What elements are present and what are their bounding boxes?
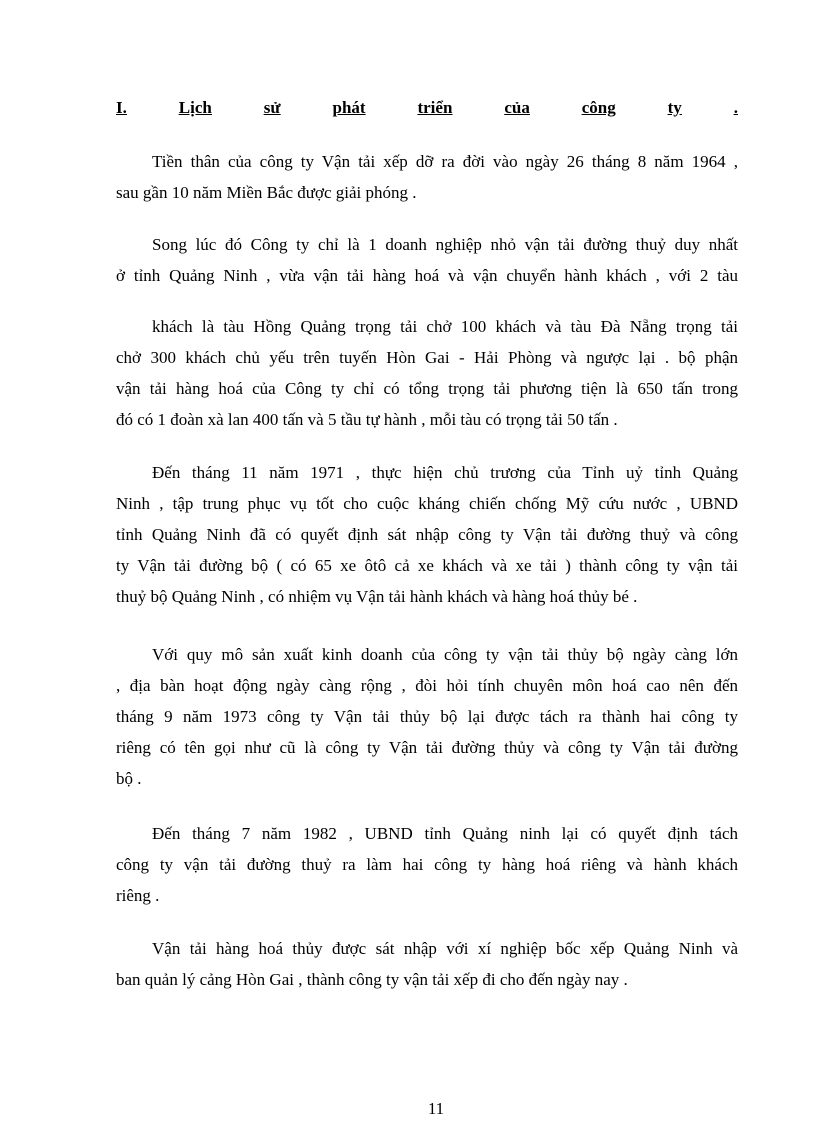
text-line: Song lúc đó Công ty chỉ là 1 doanh nghiệp nhỏ vận tải đường thuỷ duy nhất (152, 235, 738, 254)
paragraph-6 (116, 818, 738, 911)
text-line: sau gần 10 năm Miền Bắc được giải phóng . (116, 183, 417, 202)
text-line: ở tỉnh Quảng Ninh , vừa vận tải hàng hoá và vận chuyển hành khách , với 2 tàu (116, 266, 738, 285)
paragraph-7 (116, 933, 738, 995)
text-line: ty Vận tải đường bộ ( có 65 xe ôtô cả xe khách và xe tải ) thành công ty vận tải (116, 556, 738, 575)
text-line: khách là tàu Hồng Quảng trọng tải chở 100 khách và tàu Đà Nẵng trọng tải (152, 317, 738, 336)
text-line: tỉnh Quảng Ninh đã có quyết định sát nhập công ty Vận tải đường thuỷ và công (116, 525, 738, 544)
paragraph-4 (116, 457, 738, 612)
text-line: , địa bàn hoạt động ngày càng rộng , đòi hỏi tính chuyên môn hoá cao nên đến (116, 676, 738, 695)
text-line: Vận tải hàng hoá thủy được sát nhập với xí nghiệp bốc xếp Quảng Ninh và (152, 939, 738, 958)
paragraph-2 (116, 229, 738, 291)
page-number: 11 (427, 1099, 445, 1118)
text-line: bộ . (116, 769, 142, 788)
text-line: công ty vận tải đường thuỷ ra làm hai công ty hàng hoá riêng và hành khách (116, 855, 738, 874)
heading-word: Lịch (178, 98, 212, 117)
text-line: Ninh , tập trung phục vụ tốt cho cuộc kháng chiến chống Mỹ cứu nước , UBND (116, 494, 738, 513)
section-heading (116, 96, 738, 120)
text-line: chở 300 khách chủ yếu trên tuyến Hòn Gai - Hải Phòng và ngược lại . bộ phận (116, 348, 738, 367)
text-line: tháng 9 năm 1973 công ty Vận tải thủy bộ lại được tách ra thành hai công ty (116, 707, 738, 726)
paragraph-1 (116, 146, 738, 208)
text-line: thuỷ bộ Quảng Ninh , có nhiệm vụ Vận tải hành khách và hàng hoá thủy bé . (116, 587, 638, 606)
text-line: Tiền thân của công ty Vận tải xếp dỡ ra đời vào ngày 26 tháng 8 năm 1964 , (152, 152, 738, 171)
text-line: vận tải hàng hoá của Công ty chỉ có tổng trọng tải phương tiện là 650 tấn trong (116, 379, 738, 398)
heading-word: của (504, 98, 530, 117)
text-line: Với quy mô sản xuất kinh doanh của công ty vận tải thủy bộ ngày càng lớn (152, 645, 738, 664)
text-line: đó có 1 đoàn xà lan 400 tấn và 5 tầu tự hành , mỗi tàu có trọng tải 50 tấn . (116, 410, 618, 429)
heading-word: triển (417, 98, 453, 117)
heading-word: sử (263, 98, 281, 117)
text-line: Đến tháng 7 năm 1982 , UBND tỉnh Quảng ninh lại có quyết định tách (152, 824, 738, 843)
text-line: ban quản lý cảng Hòn Gai , thành công ty vận tải xếp đi cho đến ngày nay . (116, 970, 628, 989)
heading-word: . (733, 98, 738, 117)
heading-word: I. (116, 98, 127, 117)
heading-word: công (581, 98, 616, 117)
text-line: riêng . (116, 886, 160, 905)
paragraph-5 (116, 639, 738, 794)
heading-word: ty (667, 98, 682, 117)
text-line: Đến tháng 11 năm 1971 , thực hiện chủ trương của Tỉnh uỷ tỉnh Quảng (152, 463, 738, 482)
heading-word: phát (332, 98, 366, 117)
text-line: riêng có tên gọi như cũ là công ty Vận tải đường thủy và công ty Vận tải đường (116, 738, 738, 757)
paragraph-3 (116, 311, 738, 435)
